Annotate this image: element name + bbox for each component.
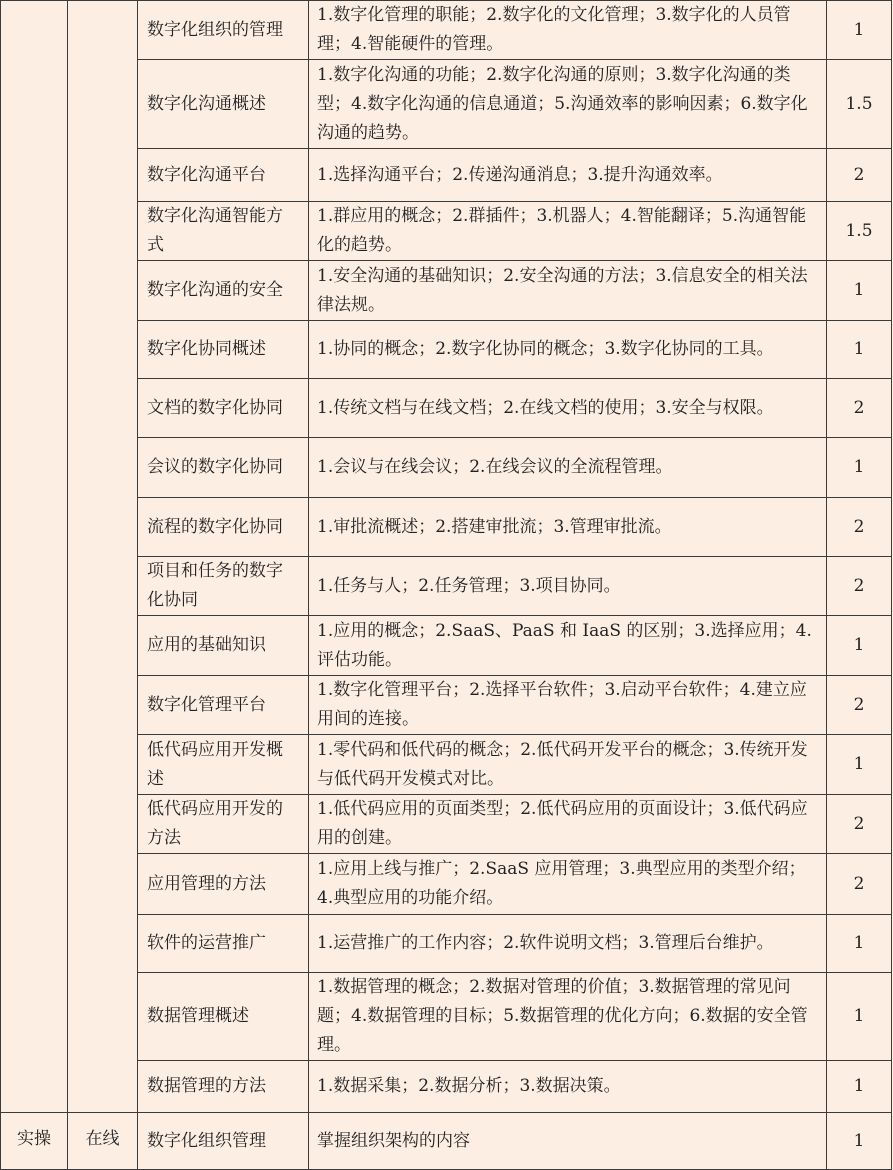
hours-cell: 1	[827, 261, 892, 321]
type-cell	[1, 1113, 68, 1170]
topic-cell: 数字化组织的管理	[138, 1, 309, 60]
hours-cell: 2	[827, 557, 892, 616]
topic-cell: 数据管理的方法	[138, 1061, 309, 1113]
content-cell: 1.传统文档与在线文档；2.在线文档的使用；3.安全与权限。	[309, 379, 827, 438]
content-cell: 1.安全沟通的基础知识；2.安全沟通的方法；3.信息安全的相关法律法规。	[309, 261, 827, 321]
hours-cell: 1.5	[827, 202, 892, 261]
topic-cell: 数字化协同概述	[138, 321, 309, 379]
content-cell: 1.选择沟通平台；2.传递沟通消息；3.提升沟通效率。	[309, 149, 827, 202]
content-cell: 1.数字化管理的职能；2.数字化的文化管理；3.数字化的人员管理；4.智能硬件的管理。	[309, 1, 827, 60]
hours-cell: 1	[827, 438, 892, 498]
type-cell	[1, 1, 68, 1113]
hours-cell: 2	[827, 379, 892, 438]
topic-cell: 低代码应用开发概述	[138, 735, 309, 795]
mode-cell	[68, 1113, 138, 1170]
hours-cell: 1	[827, 735, 892, 795]
content-cell: 1.会议与在线会议；2.在线会议的全流程管理。	[309, 438, 827, 498]
content-cell: 1.任务与人；2.任务管理；3.项目协同。	[309, 557, 827, 616]
content-cell: 1.应用上线与推广；2.SaaS 应用管理；3.典型应用的类型介绍；4.典型应用的功能介绍。	[309, 854, 827, 915]
hours-cell: 2	[827, 795, 892, 854]
hours-cell: 2	[827, 676, 892, 735]
topic-cell: 应用管理的方法	[138, 854, 309, 915]
hours-cell: 2	[827, 854, 892, 915]
hours-cell: 1	[827, 973, 892, 1061]
content-cell: 1.协同的概念；2.数字化协同的概念；3.数字化协同的工具。	[309, 321, 827, 379]
content-cell: 1.低代码应用的页面类型；2.低代码应用的页面设计；3.低代码应用的创建。	[309, 795, 827, 854]
topic-cell: 项目和任务的数字化协同	[138, 557, 309, 616]
topic-cell: 数字化沟通智能方式	[138, 202, 309, 261]
content-cell: 1.数字化沟通的功能；2.数字化沟通的原则；3.数字化沟通的类型；4.数字化沟通的信息通道；5.沟通效率的影响因素；6.数字化沟通的趋势。	[309, 60, 827, 149]
topic-cell: 低代码应用开发的方法	[138, 795, 309, 854]
topic-cell: 会议的数字化协同	[138, 438, 309, 498]
content-cell: 1.应用的概念；2.SaaS、PaaS 和 IaaS 的区别；3.选择应用；4.评估功能。	[309, 616, 827, 676]
table-row	[1, 1, 892, 60]
topic-cell: 数字化沟通平台	[138, 149, 309, 202]
topic-cell: 数字化沟通概述	[138, 60, 309, 149]
hours-cell: 2	[827, 498, 892, 557]
hours-cell: 1	[827, 616, 892, 676]
topic-cell: 数字化组织管理	[138, 1113, 309, 1170]
topic-cell: 应用的基础知识	[138, 616, 309, 676]
content-cell: 1.审批流概述；2.搭建审批流；3.管理审批流。	[309, 498, 827, 557]
hours-cell: 1	[827, 1, 892, 60]
topic-cell: 流程的数字化协同	[138, 498, 309, 557]
topic-cell: 文档的数字化协同	[138, 379, 309, 438]
content-cell: 1.数据管理的概念；2.数据对管理的价值；3.数据管理的常见问题；4.数据管理的目标；5.数据管理的优化方向；6.数据的安全管理。	[309, 973, 827, 1061]
topic-cell: 软件的运营推广	[138, 915, 309, 973]
content-cell: 1.数字化管理平台；2.选择平台软件；3.启动平台软件；4.建立应用间的连接。	[309, 676, 827, 735]
topic-cell: 数字化沟通的安全	[138, 261, 309, 321]
content-cell: 1.群应用的概念；2.群插件；3.机器人；4.智能翻译；5.沟通智能化的趋势。	[309, 202, 827, 261]
topic-cell: 数据管理概述	[138, 973, 309, 1061]
hours-cell: 1.5	[827, 60, 892, 149]
hours-cell: 1	[827, 321, 892, 379]
table-row	[1, 1113, 892, 1170]
content-cell: 1.数据采集；2.数据分析；3.数据决策。	[309, 1061, 827, 1113]
hours-cell: 1	[827, 1061, 892, 1113]
hours-cell: 2	[827, 149, 892, 202]
type-label: 实操	[17, 1129, 51, 1149]
mode-cell	[68, 1, 138, 1113]
content-cell: 掌握组织架构的内容	[309, 1113, 827, 1170]
hours-cell: 1	[827, 915, 892, 973]
topic-cell: 数字化管理平台	[138, 676, 309, 735]
hours-cell: 1	[827, 1113, 892, 1170]
mode-label: 在线	[85, 1129, 120, 1149]
content-cell: 1.零代码和低代码的概念；2.低代码开发平台的概念；3.传统开发与低代码开发模式对比。	[309, 735, 827, 795]
content-cell: 1.运营推广的工作内容；2.软件说明文档；3.管理后台维护。	[309, 915, 827, 973]
